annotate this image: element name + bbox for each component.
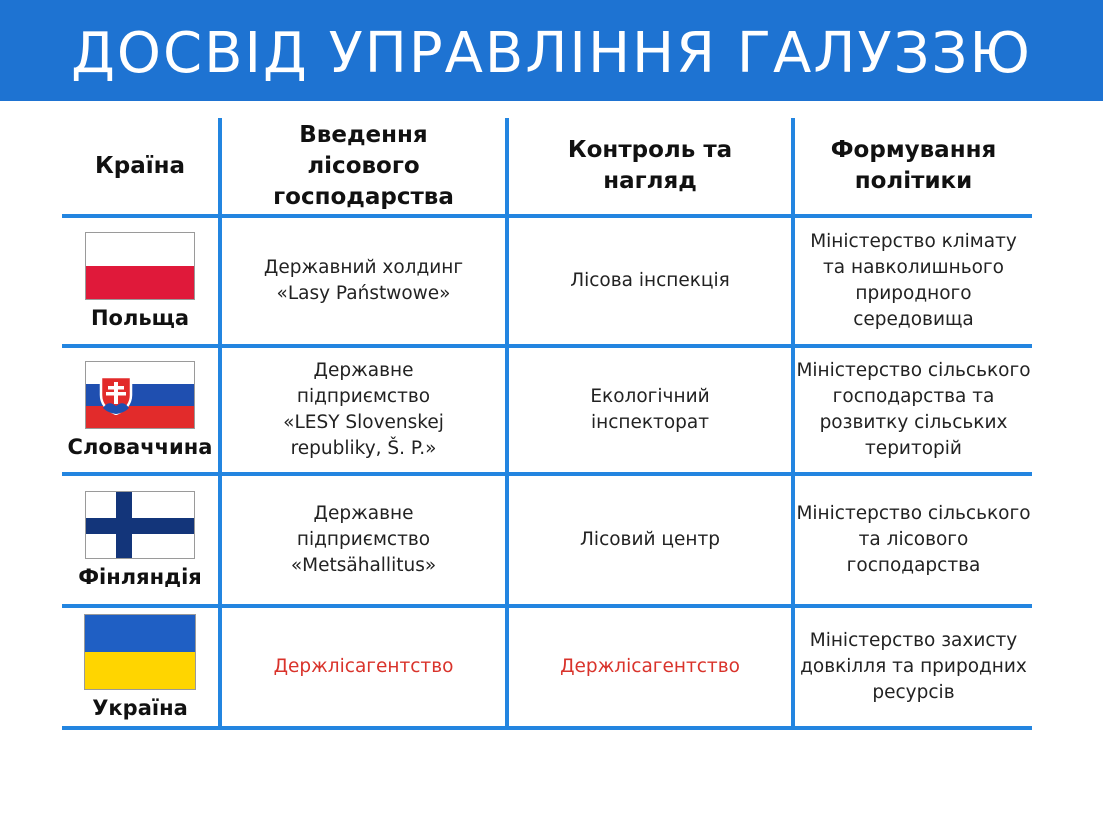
header-country-label: Країна	[94, 152, 186, 179]
cell-line: Лісовий центр	[580, 529, 720, 550]
title-banner	[0, 0, 1103, 101]
header-policy	[795, 118, 1032, 214]
poland-flag-icon	[85, 232, 195, 300]
cell-line: Екологічний	[590, 386, 710, 407]
header-control-line: нагляд	[603, 168, 697, 194]
policy-cell	[795, 476, 1032, 604]
cell-line: інспекторат	[590, 412, 709, 433]
management-cell	[222, 218, 505, 344]
coat-of-arms-icon	[99, 375, 133, 415]
management-cell	[222, 476, 505, 604]
country-name: Фінляндія	[78, 565, 202, 589]
cell-line: Міністерство захисту	[809, 630, 1018, 651]
cell-line: підприємство	[296, 529, 431, 550]
slovakia-flag-icon	[85, 361, 195, 429]
cell-line: довкілля та природних	[800, 656, 1027, 677]
ukraine-flag-icon	[84, 614, 196, 690]
cell-line: Міністерство клімату	[810, 231, 1017, 252]
policy-cell	[795, 218, 1032, 344]
finland-flag-icon	[85, 491, 195, 559]
management-cell	[222, 348, 505, 472]
header-control-line: Контроль та	[567, 137, 733, 163]
header-management	[222, 118, 505, 214]
control-cell	[509, 218, 791, 344]
country-name: Україна	[92, 696, 188, 720]
country-name: Словаччина	[67, 435, 213, 459]
cell-line: розвитку сільських	[819, 412, 1008, 433]
cell-line: republiky, Š. P.»	[290, 438, 437, 459]
cell-line: Держлісагентство	[560, 656, 740, 677]
header-country	[62, 118, 218, 214]
cell-line: «LESY Slovenskej	[283, 412, 444, 433]
header-policy-line: Формування	[830, 137, 997, 163]
cell-line: середовища	[853, 309, 974, 330]
country-cell-slovakia	[62, 348, 218, 472]
country-cell-poland	[62, 218, 218, 344]
cell-line: Державне	[313, 360, 414, 381]
cell-line: господарства	[846, 555, 981, 576]
control-cell	[509, 476, 791, 604]
cell-line: Державне	[313, 503, 414, 524]
control-cell	[509, 608, 791, 726]
cell-line: Лісова інспекція	[570, 270, 730, 291]
cell-line: Державний холдинг	[263, 257, 464, 278]
header-control	[509, 118, 791, 214]
cell-line: Держлісагентство	[273, 656, 454, 677]
cell-line: та навколишнього	[823, 257, 1004, 278]
cell-line: господарства та	[832, 386, 995, 407]
country-name: Польща	[90, 306, 190, 330]
cell-line: «Metsähallitus»	[290, 555, 437, 576]
comparison-table	[62, 118, 1032, 730]
cell-line: підприємство	[296, 386, 431, 407]
management-cell	[222, 608, 505, 726]
header-management-line: господарства	[273, 183, 454, 210]
header-policy-line: політики	[854, 168, 973, 194]
header-management-line: Введення	[299, 121, 428, 148]
policy-cell	[795, 608, 1032, 726]
cell-line: Міністерство сільського	[796, 503, 1031, 524]
cell-line: територій	[865, 438, 962, 459]
control-cell	[509, 348, 791, 472]
cell-line: природного	[855, 283, 972, 304]
header-management-line: лісового	[307, 152, 420, 179]
cell-line: «Lasy Państwowe»	[276, 283, 451, 304]
country-cell-finland	[62, 476, 218, 604]
cell-line: Міністерство сільського	[796, 360, 1031, 381]
cell-line: ресурсів	[872, 682, 955, 703]
policy-cell	[795, 348, 1032, 472]
page-title: ДОСВІД УПРАВЛІННЯ ГАЛУЗЗЮ	[71, 21, 1032, 86]
cell-line: та лісового	[858, 529, 969, 550]
row-divider	[62, 726, 1032, 730]
country-cell-ukraine	[62, 608, 218, 726]
